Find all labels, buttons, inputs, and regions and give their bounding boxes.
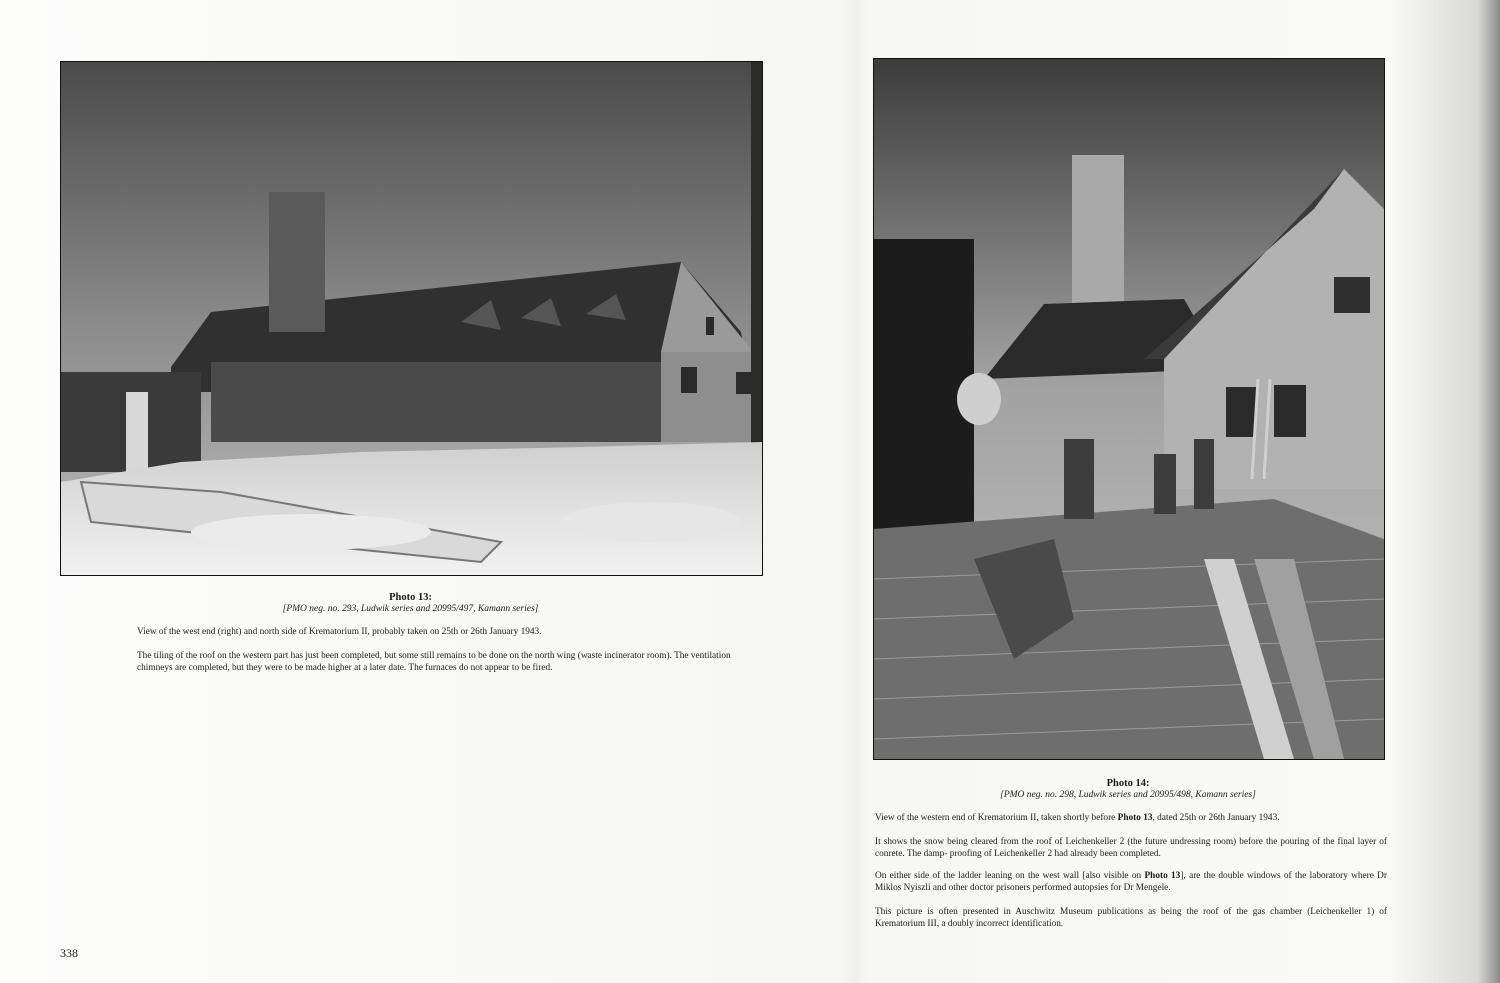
- book-gutter: [840, 0, 870, 983]
- photo-14-paragraph-4: This picture is often presented in Auschwitz Museum publications as being the roof of the gas chamber (Leichenkeller 1) of Krematorium III, a doubly incorrect identification.: [875, 907, 1387, 929]
- photo-14-p1-bold: Photo 13: [1117, 813, 1153, 823]
- photo-13-reference: [PMO neg. no. 293, Ludwik series and 20995/497, Kamann series]: [282, 604, 539, 614]
- photo-14-paragraph-1: [875, 813, 1387, 825]
- photo-14-p1-text-b: , dated 25th or 26th January 1943.: [1152, 813, 1280, 823]
- photo-14-image: [873, 58, 1385, 760]
- photo-14-title: Photo 14:: [1106, 778, 1150, 789]
- photo-14-reference: [PMO neg. no. 298, Ludwik series and 20995/498, Kamann series]: [1000, 790, 1256, 800]
- photo-14-p3-text-b: ], are the double windows of the laboratory where Dr Miklos Nyiszli and other doctor prisoners performed autopsies for Dr Mengele.: [875, 871, 1387, 893]
- photo-14-p3-text-a: On either side of the ladder leaning on the west wall [also visible on: [875, 871, 1145, 881]
- photo-13-paragraph-1: View of the west end (right) and north side of Krematorium II, probably taken on 25th or 26th January 1943.: [137, 627, 542, 637]
- photo-13-paragraph-2: The tiling of the roof on the western part has just been completed, but some still remains to be done on the north wing (waste incinerator room). The ventilation chimneys are completed, but they were to be made higher at a later date. The furnaces do not appear to be fired.: [137, 651, 731, 673]
- photo-14-p1-text-a: View of the western end of Krematorium II, taken shortly before: [875, 813, 1118, 823]
- photo-13-image: [60, 61, 763, 576]
- page-number: 338: [60, 946, 78, 960]
- photo-14-paragraph-2: It shows the snow being cleared from the roof of Leichenkeller 2 (the future undressing room) before the pouring of the final layer of conrete. The damp- proofing of Leichenkeller 2 had already been completed.: [875, 837, 1387, 859]
- photo-14-p3-bold: Photo 13: [1144, 871, 1181, 881]
- photo-13-title: Photo 13:: [389, 592, 432, 603]
- photo-14-paragraph-3: [875, 871, 1387, 894]
